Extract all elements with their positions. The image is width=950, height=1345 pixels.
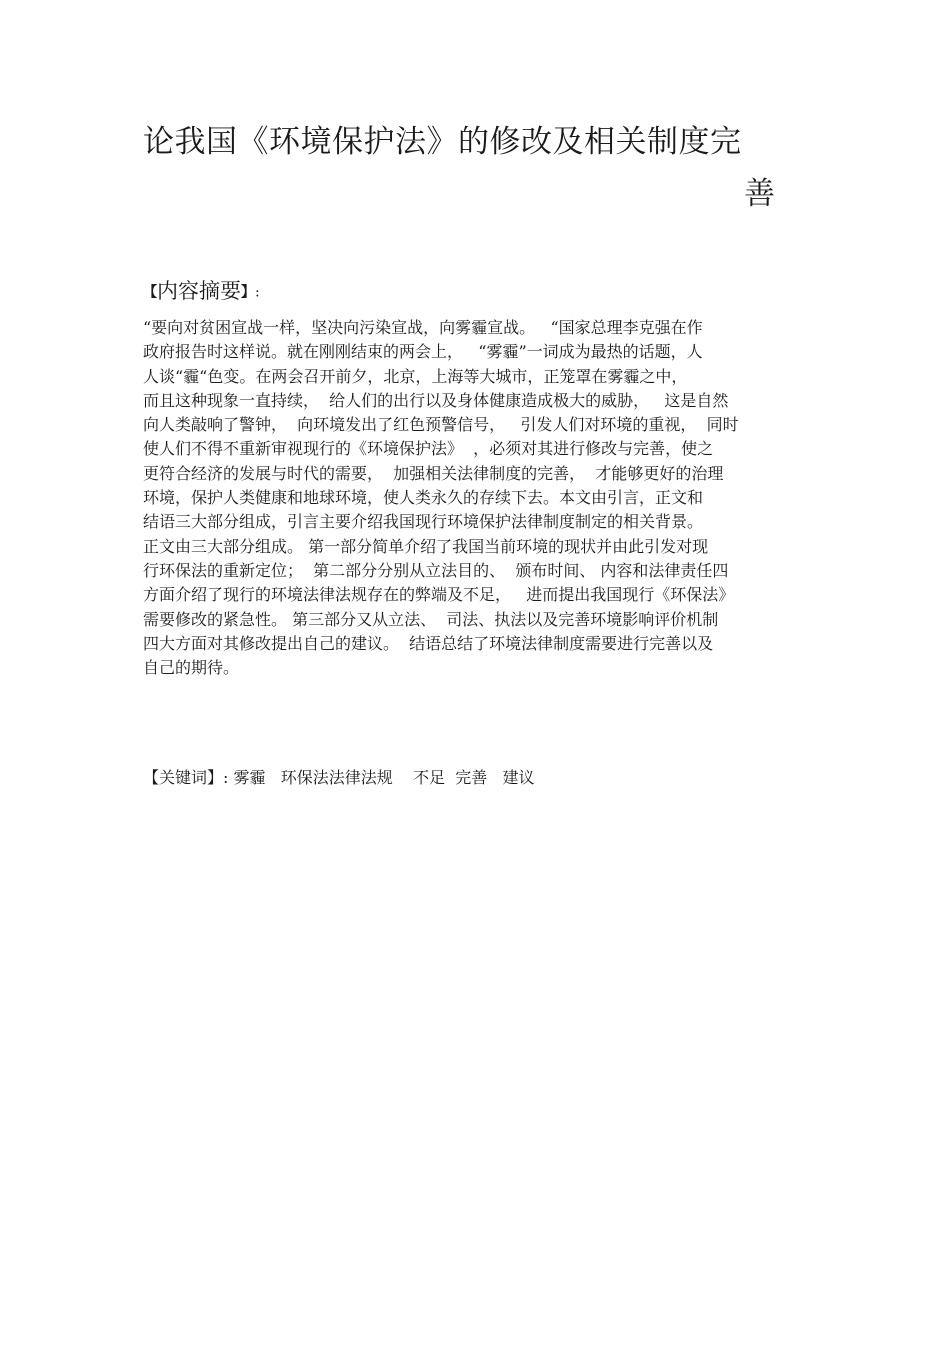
abstract-heading-open-bracket: 【 — [143, 284, 157, 301]
abstract-line: 行环保法的重新定位； 第二部分分别从立法目的、 颁布时间、 内容和法律责任四 — [143, 560, 729, 580]
abstract-heading-label: 内容摘要 — [157, 279, 241, 303]
abstract-line: 结语三大部分组成，引言主要介绍我国现行环境保护法律制度制定的相关背景。 — [143, 512, 704, 532]
abstract-line: 更符合经济的发展与时代的需要， 加强相关法律制度的完善， 才能够更好的治理 — [143, 463, 724, 483]
abstract-line: 环境，保护人类健康和地球环境，使人类永久的存续下去。本文由引言，正文和 — [143, 488, 704, 508]
abstract-heading-colon: : — [255, 284, 260, 301]
keywords-line: 【关键词】: 雾霾 环保法法律法规 不足 完善 建议 — [143, 768, 535, 787]
abstract-line: 而且这种现象一直持续， 给人们的出行以及身体健康造成极大的威胁， 这是自然 — [143, 390, 729, 410]
abstract-line: 向人类敲响了警钟， 向环境发出了红色预警信号， 引发人们对环境的重视， 同时 — [143, 415, 739, 435]
document-title-continuation: 善 — [744, 176, 775, 212]
abstract-line: 正文由三大部分组成。 第一部分简单介绍了我国当前环境的现状并由此引发对现 — [143, 536, 709, 556]
document-title: 论我国《环境保护法》的修改及相关制度完 — [143, 124, 742, 160]
abstract-heading-close-bracket: 】 — [241, 284, 255, 301]
abstract-line: 四大方面对其修改提出自己的建议。 结语总结了环境法律制度需要进行完善以及 — [143, 633, 714, 653]
abstract-line: 政府报告时这样说。就在刚刚结束的两会上， “雾霾”一词成为最热的话题，人 — [143, 342, 703, 362]
abstract-line: 人谈“霾“色变。在两会召开前夕，北京，上海等大城市，正笼罩在雾霾之中， — [143, 366, 688, 386]
abstract-line: 方面介绍了现行的环境法律法规存在的弊端及不足， 进而提出我国现行《环保法》 — [143, 585, 735, 605]
abstract-line: “要向对贫困宣战一样，坚决向污染宣战，向雾霾宣战。 “国家总理李克强在作 — [143, 318, 703, 337]
abstract-line: 自己的期待。 — [143, 658, 240, 678]
abstract-line: 使人们不得不重新审视现行的《环境保护法》 ，必须对其进行修改与完善，使之 — [143, 439, 714, 459]
abstract-heading — [143, 276, 260, 308]
abstract-body — [143, 316, 823, 680]
abstract-line: 需要修改的紧急性。 第三部分又从立法、 司法、执法以及完善环境影响评价机制 — [143, 609, 719, 629]
